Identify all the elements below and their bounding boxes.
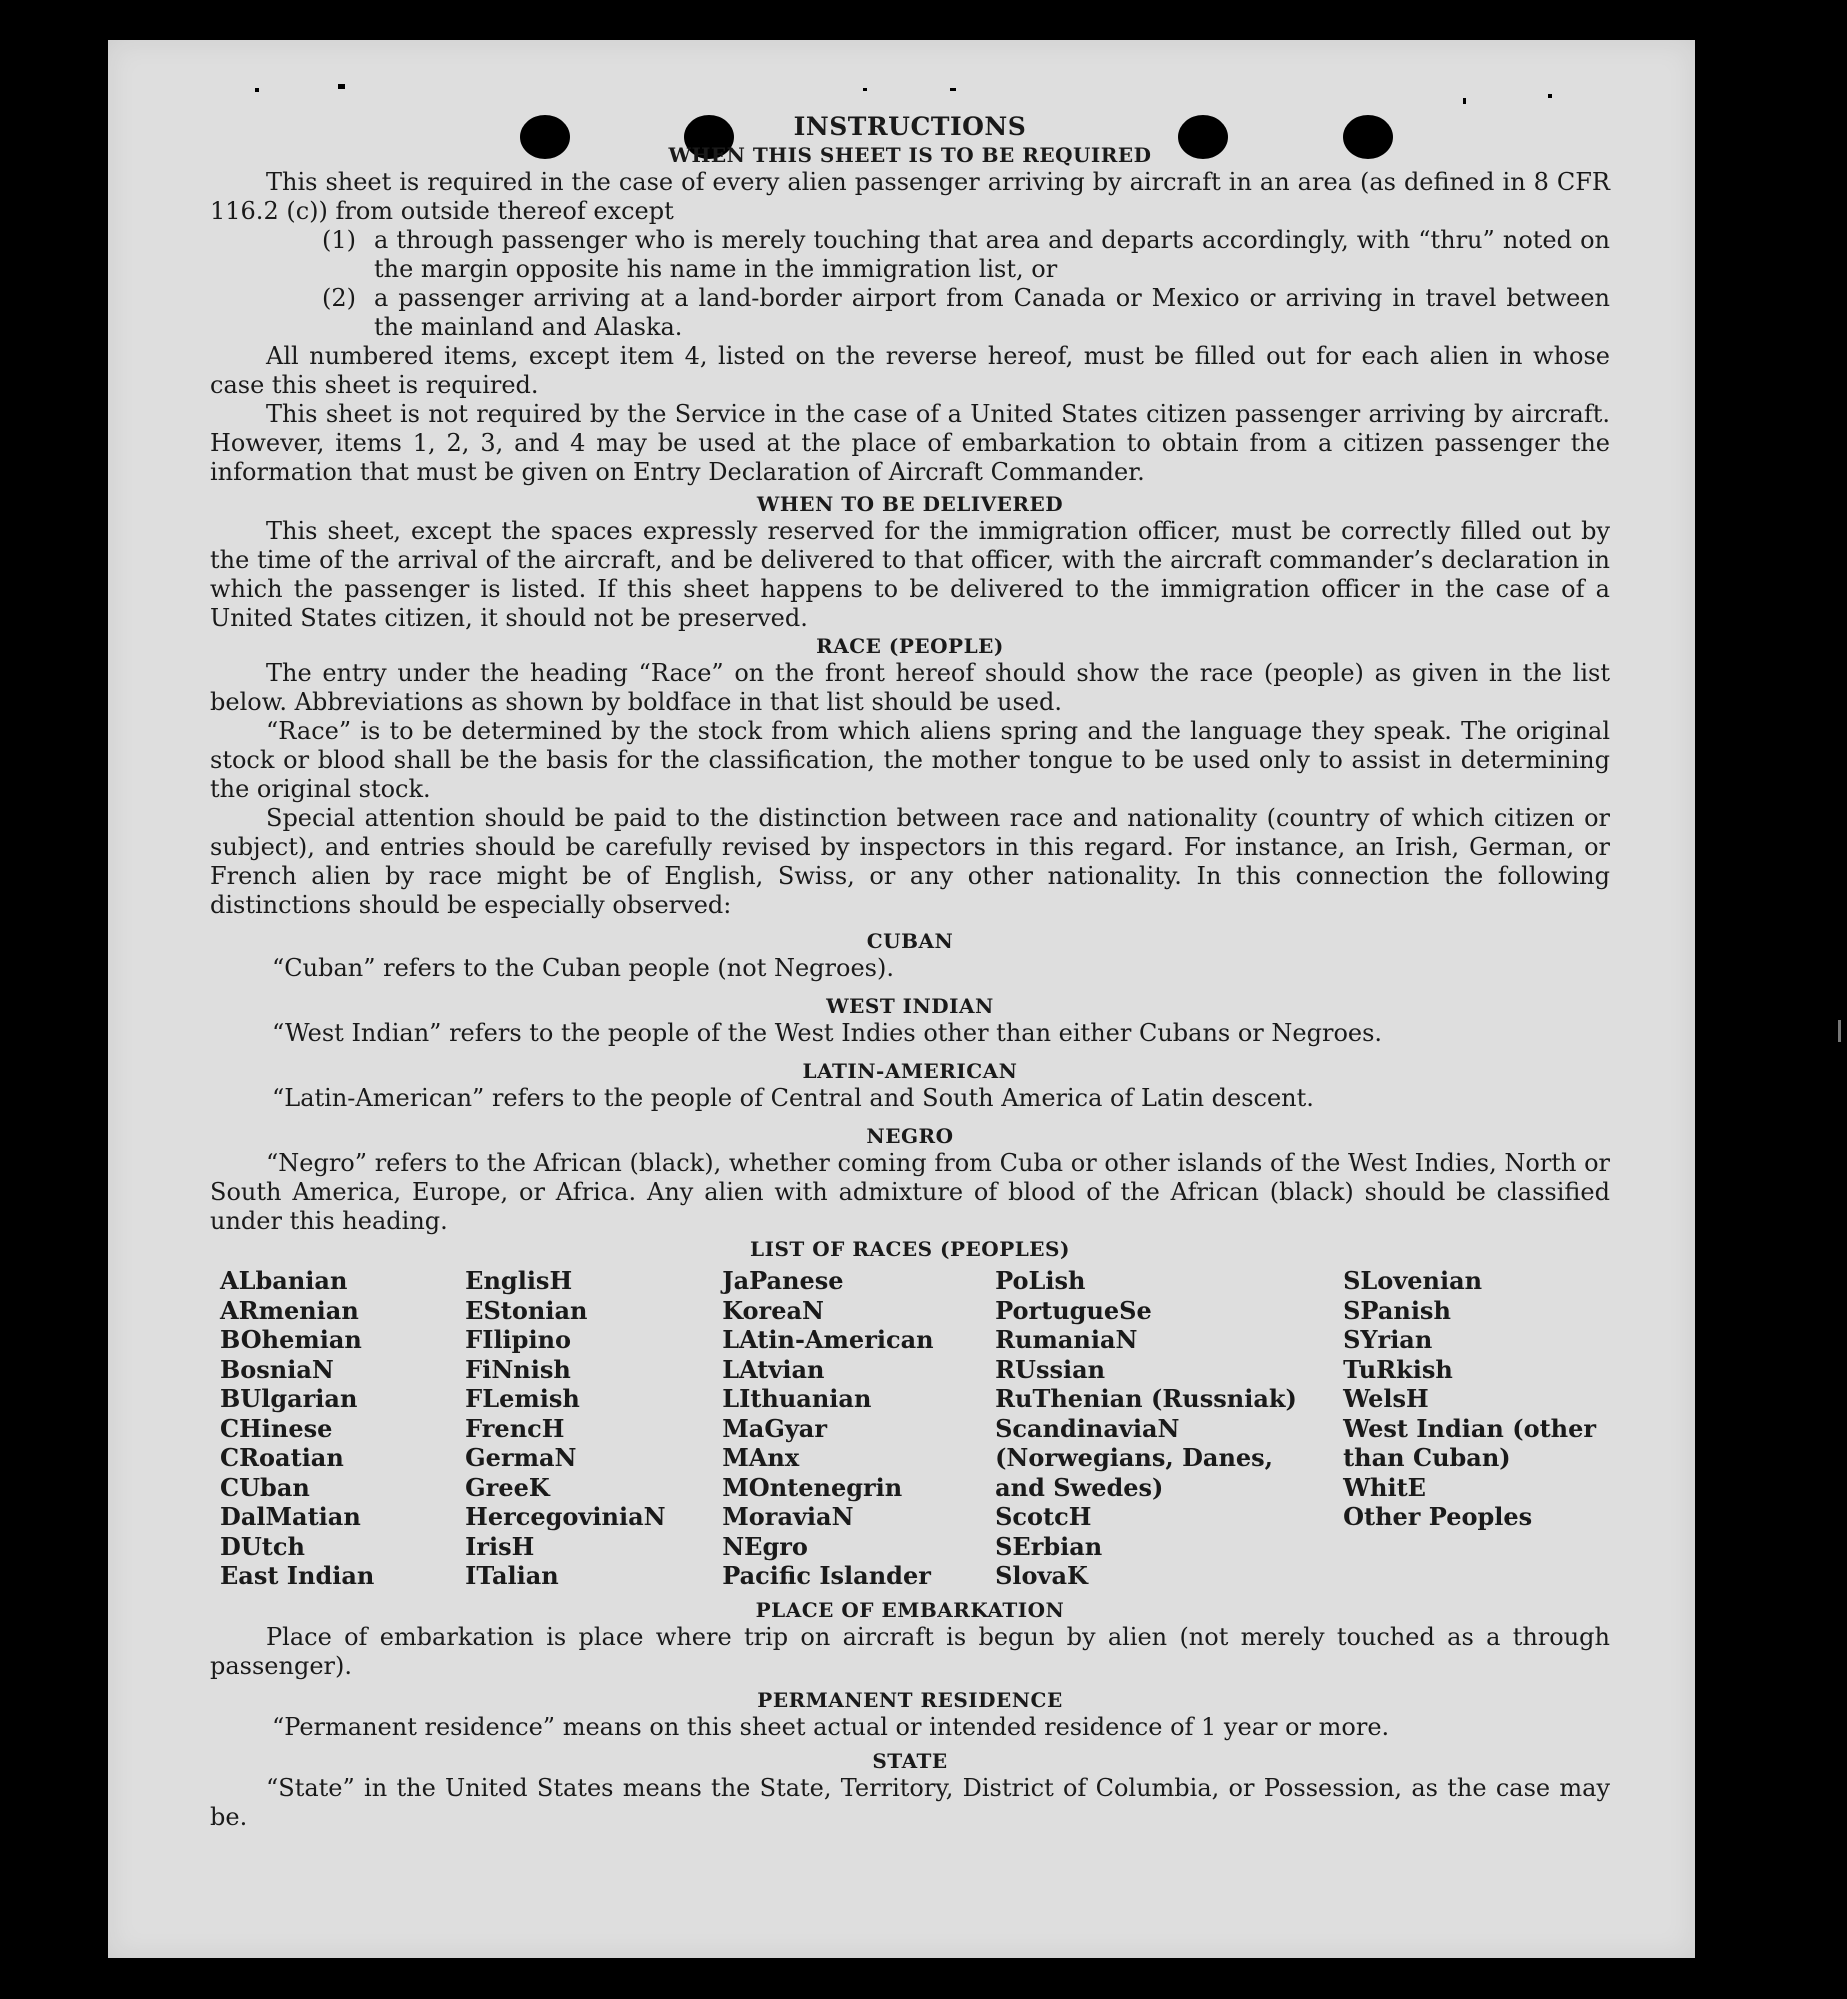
section-heading-residence: PERMANENT RESIDENCE: [757, 1687, 1063, 1712]
section-heading-race: RACE (PEOPLE): [816, 634, 1004, 658]
race-item: LAtin-American: [722, 1325, 934, 1354]
section-heading-west-indian: WEST INDIAN: [826, 994, 994, 1018]
race-item: DalMatian: [220, 1502, 361, 1531]
races-column: [1343, 1266, 1610, 1591]
race-item: KoreaN: [722, 1295, 824, 1325]
race-item: ScotcH: [995, 1502, 1092, 1531]
instruction-sheet: [108, 40, 1695, 1958]
cuban-text: “Cuban” refers to the Cuban people (not Negroes).: [272, 954, 894, 982]
race-item: LAtvian: [722, 1354, 825, 1384]
section-heading-cuban: CUBAN: [866, 929, 954, 953]
race-item: RumaniaN: [995, 1325, 1138, 1354]
race-item: BosniaN: [220, 1354, 334, 1384]
race-item: SLovenian: [1343, 1266, 1483, 1295]
race-item: MoraviaN: [722, 1502, 854, 1531]
section-heading-embarkation: PLACE OF EMBARKATION: [755, 1597, 1065, 1622]
section-heading-list: LIST OF RACES (PEOPLES): [750, 1237, 1070, 1261]
race-item: SYrian: [1343, 1325, 1433, 1354]
section-heading-negro: NEGRO: [866, 1124, 954, 1148]
west-indian-text: “West Indian” refers to the people of the West Indies other than either Cubans or Negroes.: [272, 1019, 1383, 1047]
race-item: MAnx: [722, 1443, 800, 1472]
races-column: [465, 1266, 722, 1591]
race-item: PoLish: [995, 1266, 1086, 1295]
embarkation-text: Place of embarkation is place where trip on aircraft is begun by alien (not merely touched as a through passenger).: [210, 1622, 1610, 1680]
speck: [338, 84, 345, 89]
speck: [1548, 94, 1552, 98]
race-item: HercegoviniaN: [465, 1502, 666, 1531]
race-item: IrisH: [465, 1531, 535, 1561]
delivered-text: This sheet, except the spaces expressly reserved for the immigration officer, must be correctly filled out by the time of the arrival of the aircraft, and be delivered to that officer, with the aircraft commander’s declaration in which the passenger is listed. If this sheet happens to be delivered to the immigration officer in the case of a United States citizen, it should not be preserved.: [210, 517, 1610, 632]
race-item: BUlgarian: [220, 1384, 358, 1413]
race-item: EnglisH: [465, 1266, 573, 1295]
required-intro: This sheet is required in the case of every alien passenger arriving by aircraft in an area (as defined in 8 CFR 116.2 (c)) from outside thereof except: [210, 168, 1610, 225]
race-item: RUssian: [995, 1354, 1106, 1384]
race-item: ITalian: [465, 1561, 559, 1590]
race-item: FrencH: [465, 1413, 565, 1443]
race-item: ALbanian: [220, 1266, 348, 1295]
section-heading-delivered: WHEN TO BE DELIVERED: [756, 492, 1064, 516]
race-item: GreeK: [465, 1472, 550, 1502]
race-item: EStonian: [465, 1295, 588, 1325]
race-item: CHinese: [220, 1413, 333, 1443]
race-item: BOhemian: [220, 1325, 362, 1354]
race-item: TuRkish: [1343, 1354, 1453, 1384]
race-item: MOntenegrin: [722, 1472, 903, 1502]
race-item: FiNnish: [465, 1354, 571, 1384]
race-item: SErbian: [995, 1531, 1103, 1561]
race-item: MaGyar: [722, 1413, 827, 1443]
race-item: PortugueSe: [995, 1295, 1152, 1325]
races-list: [220, 1266, 1610, 1591]
item-number: (1): [322, 226, 356, 254]
race-item: ARmenian: [220, 1295, 359, 1325]
race-item: WelsH: [1343, 1384, 1429, 1413]
section-heading-required: WHEN THIS SHEET IS TO BE REQUIRED: [668, 143, 1152, 167]
race-item: SPanish: [1343, 1295, 1451, 1325]
negro-text: “Negro” refers to the African (black), whether coming from Cuba or other islands of the West Indies, North or South America, Europe, or Africa. Any alien with admixture of blood of the African (black) should be classified under this heading.: [210, 1149, 1610, 1235]
speck: [863, 88, 867, 91]
race-item: Pacific Islander: [722, 1561, 931, 1590]
race-item: RuThenian (Russniak): [995, 1384, 1297, 1413]
required-paragraph: This sheet is not required by the Service in the case of a United States citizen passenger arriving by aircraft. However, items 1, 2, 3, and 4 may be used at the place of embarkation to obtain from a citizen passenger the information that must be given on Entry Declaration of Aircraft Commander.: [210, 400, 1610, 486]
race-item: West Indian (other than Cuban): [1343, 1413, 1597, 1472]
exception-item: [322, 284, 1610, 342]
page-title: INSTRUCTIONS: [793, 112, 1027, 141]
races-column: [722, 1266, 995, 1591]
race-item: SlovaK: [995, 1561, 1088, 1590]
race-item: CRoatian: [220, 1443, 344, 1472]
race-item: WhitE: [1343, 1472, 1426, 1502]
race-item: LIthuanian: [722, 1384, 872, 1413]
speck: [950, 88, 956, 91]
race-paragraph: The entry under the heading “Race” on the front hereof should show the race (people) as given in the list below. Abbreviations as shown by boldface in that list should be used.: [210, 659, 1610, 716]
race-paragraph: “Race” is to be determined by the stock from which aliens spring and the language they speak. The original stock or blood shall be the basis for the classification, the mother tongue to be used only to assist in determining the original stock.: [210, 717, 1610, 803]
races-column: [995, 1266, 1297, 1591]
section-heading-state: STATE: [872, 1748, 948, 1773]
race-item: FIlipino: [465, 1325, 572, 1354]
item-number: (2): [322, 284, 356, 312]
race-item: GermaN: [465, 1443, 577, 1472]
item-text: a passenger arriving at a land-border airport from Canada or Mexico or arriving in travel between the mainland and Alaska.: [374, 284, 1610, 341]
item-text: a through passenger who is merely touching that area and departs accordingly, with “thru” noted on the margin opposite his name in the immigration list, or: [374, 226, 1610, 283]
required-paragraph: All numbered items, except item 4, listed on the reverse hereof, must be filled out for each alien in whose case this sheet is required.: [210, 342, 1610, 399]
race-item: JaPanese: [722, 1266, 844, 1295]
race-item: ScandinaviaN (Norwegians, Danes, and Swedes): [995, 1413, 1274, 1502]
instructions-text: [210, 112, 1610, 1832]
race-item: NEgro: [722, 1531, 808, 1561]
speck: [1463, 98, 1466, 104]
race-item: East Indian: [220, 1561, 375, 1590]
section-heading-latin-american: LATIN-AMERICAN: [802, 1059, 1018, 1083]
scan-artifact: [1838, 1020, 1841, 1042]
race-item: Other Peoples: [1343, 1502, 1533, 1531]
race-item: DUtch: [220, 1531, 305, 1561]
race-item: CUban: [220, 1472, 310, 1502]
latin-american-text: “Latin-American” refers to the people of Central and South America of Latin descent.: [272, 1084, 1314, 1112]
residence-text: “Permanent residence” means on this sheet actual or intended residence of 1 year or more.: [272, 1712, 1390, 1741]
exception-item: [322, 226, 1610, 284]
races-column: [220, 1266, 465, 1591]
race-paragraph: Special attention should be paid to the distinction between race and nationality (country of which citizen or subject), and entries should be carefully revised by inspectors in this regard. For instance, an Irish, German, or French alien by race might be of English, Swiss, or any other nationality. In this connection the following distinctions should be especially observed:: [210, 804, 1610, 919]
race-item: FLemish: [465, 1384, 580, 1413]
speck: [255, 88, 259, 92]
state-text: “State” in the United States means the State, Territory, District of Columbia, or Possession, as the case may be.: [210, 1773, 1610, 1831]
